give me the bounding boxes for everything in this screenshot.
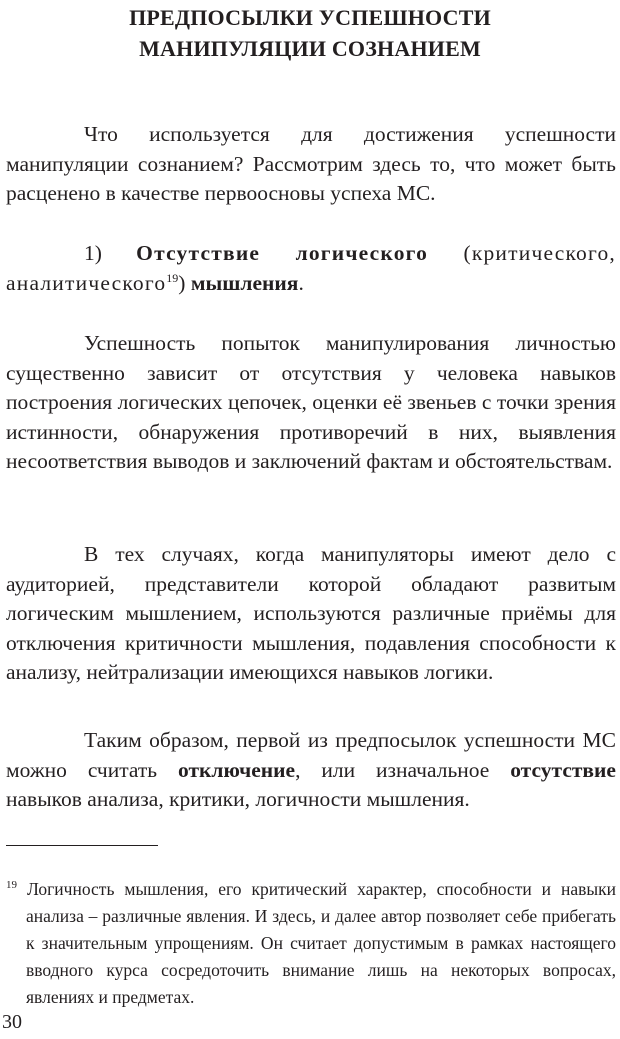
paragraph-5-part-a: Таким образом, первой из предпосылок успешности МС можно считать	[6, 728, 616, 782]
paren-text: (критического, аналитического	[6, 241, 616, 295]
item-number: 1)	[84, 241, 137, 265]
chapter-title	[0, 2, 620, 64]
bold-term-2: мышления	[190, 270, 299, 295]
paragraph-4	[6, 540, 616, 688]
paragraph-3-text: Успешность попыток манипулирования личностью существенно зависит от отсутствия у человека навыков построения логических цепочек, оценки её звеньев с точки зрения истинности, обнаружения противоречий в них, выявления несоответствия выводов и заключений фактам и обстоятельствам.	[6, 331, 616, 473]
bold-term-disable: отключение	[178, 757, 296, 782]
chapter-title-line-1: ПРЕДПОСЫЛКИ УСПЕШНОСТИ	[129, 5, 491, 30]
paren-close: )	[178, 270, 191, 295]
paragraph-3	[6, 329, 616, 477]
chapter-title-line-2: МАНИПУЛЯЦИИ СОЗНАНИЕМ	[139, 36, 481, 61]
paragraph-4-text: В тех случаях, когда манипуляторы имеют дело с аудиторией, представители которой обладают развитым логическим мышлением, используются различные приёмы для отключения критичности мышления, подавления способности к анализу, нейтрализации имеющихся навыков логики.	[6, 542, 616, 684]
paragraph-5-text	[6, 726, 616, 815]
bold-term-absence: отсутствие	[510, 757, 616, 782]
paragraph-5-part-e: навыков анализа, критики, логичности мышления.	[6, 787, 470, 811]
paragraph-5-part-c: , или изначальное	[295, 757, 511, 782]
page-number: 30	[2, 1011, 22, 1033]
footnote-text	[6, 876, 616, 1011]
period: .	[298, 270, 304, 295]
paragraph-5	[6, 726, 616, 815]
footnote-mark: 19	[6, 879, 17, 892]
paragraph-2-text	[6, 239, 616, 298]
paragraph-2-heading	[6, 239, 616, 298]
footnote-ref-19: 19	[166, 270, 179, 285]
paragraph-1-text: Что используется для достижения успешности манипуляции сознанием? Рассмотрим здесь то, что может быть расценено в качестве первоосновы успеха МС.	[6, 122, 616, 205]
footnote	[6, 876, 616, 1011]
footnote-body: Логичность мышления, его критический характер, способности и навыки анализа – различные явления. И здесь, и далее автор позволяет себе прибегать к значительным упрощениям. Он считает допустимым в рамках настоящего вводного курса сосредоточить внимание лишь на некоторых вопросах, явлениях и предметах.	[17, 879, 616, 1007]
bold-term-1: Отсутствие логического	[136, 241, 429, 265]
footnote-separator	[6, 845, 158, 846]
paragraph-1	[6, 120, 616, 209]
